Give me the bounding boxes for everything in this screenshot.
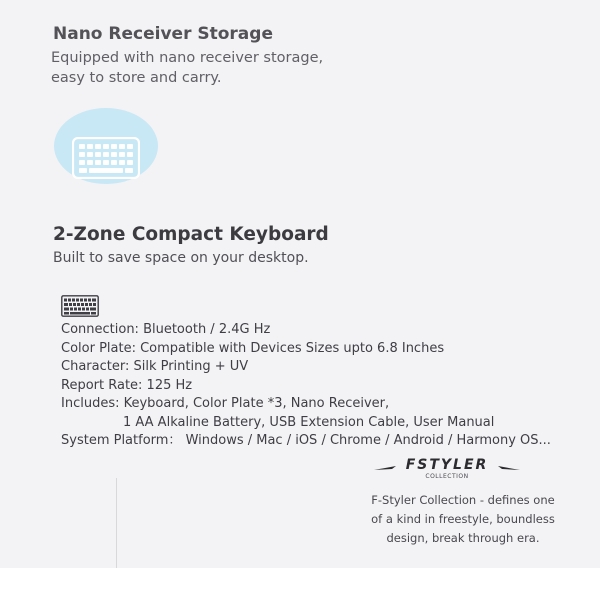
spec-includes-continued: 1 AA Alkaline Battery, USB Extension Cable, User Manual <box>123 414 495 430</box>
bottom-strip <box>0 568 600 600</box>
brand-desc-line-3: design, break through era. <box>386 531 540 545</box>
fstyler-wordmark <box>372 456 522 474</box>
keyboard-small-icon <box>61 295 99 317</box>
receiver-storage-desc-line-1: Equipped with nano receiver storage, <box>51 50 324 66</box>
brand-desc-line-2: of a kind in freestyle, boundless <box>371 512 555 526</box>
spec-system-platform: System Platform： Windows / Mac / iOS / Chrome / Android / Harmony OS... <box>61 433 551 448</box>
fold-line <box>116 478 117 568</box>
fstyler-logo <box>372 456 522 478</box>
brand-collection-label: COLLECTION <box>425 473 469 480</box>
spec-character: Character: Silk Printing + UV <box>61 359 249 374</box>
receiver-storage-desc-line-2: easy to store and carry. <box>51 70 222 86</box>
receiver-storage-title: Nano Receiver Storage <box>53 24 273 44</box>
fstyler-logo-text: FSTYLER <box>405 457 489 473</box>
spec-connection: Connection: Bluetooth / 2.4G Hz <box>61 322 271 337</box>
compact-keyboard-description: Built to save space on your desktop. <box>53 250 309 266</box>
spec-color-plate: Color Plate: Compatible with Devices Sizes upto 6.8 Inches <box>61 340 445 356</box>
spec-list <box>61 321 581 451</box>
keyboard-icon <box>72 137 140 179</box>
compact-keyboard-title: 2-Zone Compact Keyboard <box>53 224 329 245</box>
spec-report-rate: Report Rate: 125 Hz <box>61 377 193 393</box>
brand-desc-line-1: F-Styler Collection - defines one <box>371 493 555 507</box>
spec-includes: Includes: Keyboard, Color Plate *3, Nano Receiver, <box>61 396 390 411</box>
brand-description <box>348 491 578 548</box>
keyboard-icon-badge <box>54 108 158 184</box>
receiver-storage-description <box>51 48 351 88</box>
